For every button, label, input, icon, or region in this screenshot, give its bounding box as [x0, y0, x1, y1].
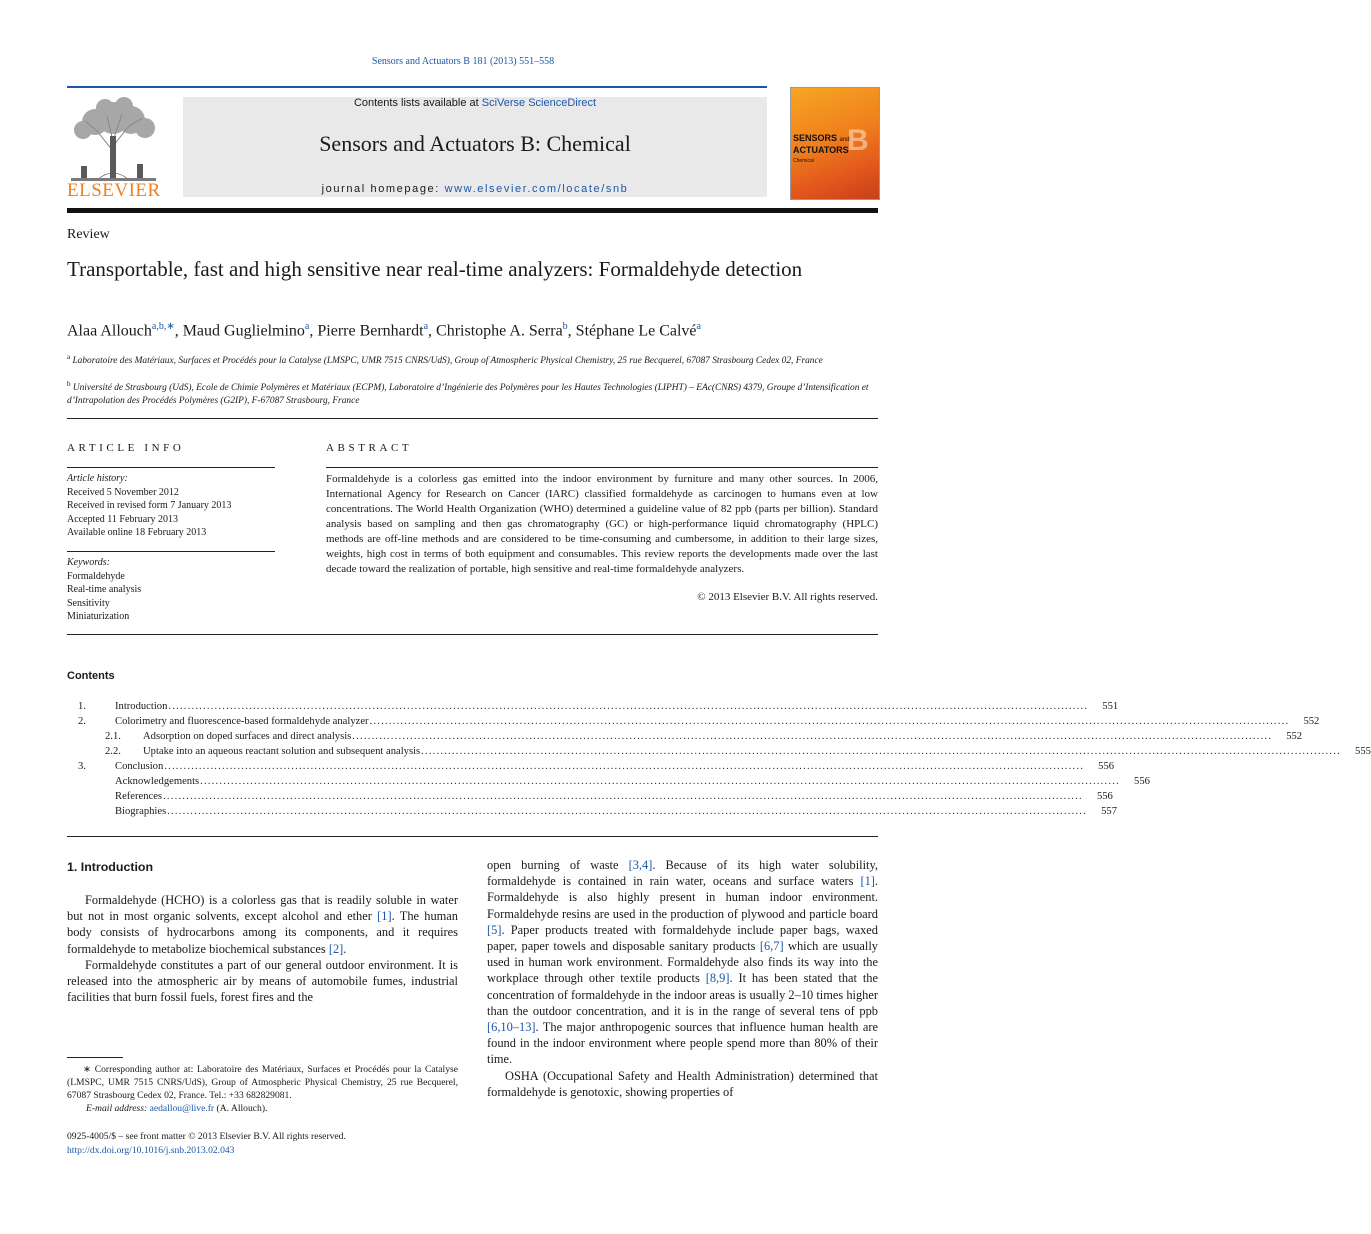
history-received: Received 5 November 2012 — [67, 486, 179, 498]
left-column — [67, 892, 458, 1005]
author-name: Christophe A. Serra — [436, 322, 563, 340]
contents-available-text: Contents lists available at — [353, 97, 482, 109]
right-column — [487, 857, 878, 1100]
elsevier-logo[interactable] — [67, 96, 160, 200]
section-heading-introduction: 1. Introduction — [67, 860, 154, 874]
email-label: E-mail address: — [86, 1103, 148, 1114]
paragraph: Formaldehyde constitutes a part of our general outdoor environment. It is released into the atmospheric air by means of automobile fumes, industrial facilities that burn fossil fuels, forest fires and the — [67, 957, 458, 1005]
toc-leader: ............................................................................................................................................................................................................................................... — [369, 716, 1290, 727]
cover-title-line1: SENSORS and — [793, 133, 850, 143]
paragraph: open burning of waste [3,4]. Because of its high water solubility, formaldehyde is contained in rain water, oceans and surface waters [1]. Formaldehyde is also highly present in human indoor environment. Formaldehyde resins are used in the production of plywood and particle board [5]. Paper products treated with formaldehyde include paper bags, waxed paper, paper towels and disposable sanitary products [6,7] which are usually used in human work environment. Formaldehyde also finds its way into the workplace through other textile products [8,9]. It has been stated that the concentration of formaldehyde in the indoor areas is usually 2–10 times higher than the outdoor concentration, and it is in the range of several tens of ppb [6,10–13]. The major anthropogenic sources that influence human health are found in the indoor environment where people spend more than 80% of their time. — [487, 858, 878, 1067]
toc-entry[interactable] — [67, 730, 1303, 744]
author-name: Stéphane Le Calvé — [575, 322, 697, 340]
toc-leader: ............................................................................................................................................................................................................................................... — [200, 776, 1120, 787]
cover-subtitle: Chemical — [793, 158, 814, 164]
history-online: Available online 18 February 2013 — [67, 527, 207, 538]
affiliation-a: $^a$ Laboratoire des Matériaux, Surfaces et Procédés pour la Catalyse (LMSPC, UMR 7515 CNRS/UdS), Group of Atmospheric Physical Chemistry, 25 rue Becquerel, 67087 Strasbourg Cedex 02, France — [67, 353, 823, 367]
citation-link[interactable]: [6,10–13] — [487, 1020, 536, 1035]
email-suffix: (A. Allouch). — [214, 1103, 268, 1114]
header-thick-rule — [67, 208, 878, 213]
toc-entry[interactable] — [67, 715, 1320, 729]
toc-title: References — [115, 791, 163, 802]
footnote-rule — [67, 1057, 123, 1058]
doi-link[interactable]: http://dx.doi.org/10.1016/j.snb.2013.02.043 — [67, 1145, 235, 1156]
cover-title — [793, 133, 850, 166]
toc-number: 2. — [78, 716, 86, 727]
toc-page: 556 — [1096, 791, 1113, 802]
article-history — [67, 472, 275, 540]
toc-title: Uptake into an aqueous reactant solution and subsequent analysis — [143, 746, 421, 757]
author-affiliation-marker[interactable]: a — [423, 321, 429, 332]
email-line — [67, 1102, 458, 1115]
cover-b-letter: B — [847, 124, 869, 157]
history-revised: Received in revised form 7 January 2013 — [67, 500, 232, 511]
author-name: Alaa Allouch — [67, 322, 152, 340]
article-type: Review — [67, 227, 110, 242]
contents-available-line — [183, 97, 767, 109]
journal-banner — [183, 97, 767, 197]
toc-page: 551 — [1102, 701, 1119, 712]
article-title: Transportable, fast and high sensitive near real-time analyzers: Formaldehyde detection — [67, 257, 803, 281]
author-email-link[interactable]: aedallou@live.fr — [149, 1103, 215, 1114]
divider — [67, 836, 878, 837]
toc-leader: ............................................................................................................................................................................................................................................... — [163, 791, 1083, 802]
toc-title: Adsorption on doped surfaces and direct analysis — [143, 731, 352, 742]
citation-link[interactable]: [1] — [377, 909, 392, 924]
toc-number: 3. — [78, 761, 86, 772]
homepage-label: journal homepage: — [321, 183, 445, 195]
abstract-text: Formaldehyde is a colorless gas emitted into the indoor environment by furniture and many other sources. In 2006, International Agency for Research on Cancer (IARC) classified formaldehyde as carcinogen to humans even at low concentrations. The World Health Organization (WHO) determined a guideline value of 82 ppb (parts per billion). Standard analysis based on sampling and then gas chromatography (GC) or high-performance liquid chromatography (HPLC) methods are off-line methods and are considered to be time-consuming and cumbersome, in addition to their large sizes, weights, high cost in terms of both equipment and consumables. This review reports the developments made over the last decade toward the realization of portable, high sensitive and real-time formaldehyde analyzers. — [326, 473, 878, 575]
author-affiliation-marker[interactable]: a — [696, 321, 701, 332]
toc-number: 1. — [78, 701, 86, 712]
toc-title: Conclusion — [115, 761, 164, 772]
keyword: Sensitivity — [67, 597, 110, 609]
divider — [67, 418, 878, 419]
divider — [67, 551, 275, 552]
toc-entry[interactable] — [67, 745, 1371, 759]
toc-title: Acknowledgements — [115, 776, 200, 787]
toc-page: 555 — [1355, 746, 1371, 757]
history-label: Article history: — [67, 473, 128, 484]
toc-title: Introduction — [115, 701, 168, 712]
toc-page: 557 — [1101, 806, 1117, 817]
publisher-wordmark: ELSEVIER — [67, 180, 161, 201]
toc-page: 552 — [1286, 731, 1303, 742]
elsevier-tree-icon — [67, 96, 160, 182]
abstract-heading: ABSTRACT — [326, 442, 413, 454]
journal-homepage-link[interactable]: www.elsevier.com/locate/snb — [444, 183, 629, 195]
sciencedirect-link[interactable]: SciVerse ScienceDirect — [481, 97, 597, 109]
divider — [326, 467, 878, 468]
corresponding-author-footnote — [67, 1063, 458, 1115]
toc-page: 556 — [1098, 761, 1115, 772]
toc-entry[interactable] — [67, 700, 1119, 714]
paragraph: Formaldehyde (HCHO) is a colorless gas that is readily soluble in water but not in most organic solvents, except alcohol and ether [1]. The human body consists of hydrocarbons among its components, and it requires formaldehyde to metabolize biochemical substances [2]. — [67, 893, 458, 956]
divider — [67, 634, 878, 635]
author-affiliation-marker[interactable]: a,b,∗ — [151, 321, 175, 332]
journal-title: Sensors and Actuators B: Chemical — [319, 131, 631, 156]
author-affiliation-marker[interactable]: a — [304, 321, 310, 332]
toc-leader: ............................................................................................................................................................................................................................................... — [168, 701, 1089, 712]
toc-entry[interactable] — [67, 805, 1117, 819]
citation-link[interactable]: [6,7] — [759, 939, 784, 954]
journal-cover-image[interactable] — [790, 87, 880, 200]
toc-entry[interactable] — [67, 760, 1115, 774]
toc-leader: ............................................................................................................................................................................................................................................... — [167, 806, 1087, 817]
divider — [67, 467, 275, 468]
journal-homepage-line — [183, 183, 767, 195]
author-name: Maud Guglielmino — [182, 322, 305, 340]
toc-title: Biographies — [115, 806, 167, 817]
keywords — [67, 556, 275, 624]
affiliation-b: $^b$ Université de Strasbourg (UdS), Ecole de Chimie Polymères et Matériaux (ECPM), Laboratoire d’Ingénierie des Polymères pour les Hautes Technologies (LIPHT) – EAc(CNRS) 4379, Groupe d’Intensification et d’Intrapolation des Procédés Polymères (G2IP), F-67087 Strasbourg, France — [67, 380, 869, 407]
citation-link[interactable]: [5] — [487, 922, 502, 937]
toc-entry[interactable] — [67, 790, 1113, 804]
toc-page: 552 — [1303, 716, 1320, 727]
corresponding-text: ∗ Corresponding author at: Laboratoire des Matériaux, Surfaces et Procédés pour la Catalyse (LMSPC, UMR 7515 CNRS/UdS), Group of Atmospheric Physical Chemistry, 25 rue Becquerel, 67087 Strasbourg Cedex 02, France. Tel.: +33 682829081. — [67, 1064, 458, 1101]
author-affiliation-marker[interactable]: b — [562, 321, 568, 332]
keywords-label: Keywords: — [67, 557, 110, 568]
keyword: Miniaturization — [67, 611, 130, 622]
toc-number: 2.2. — [105, 746, 121, 757]
toc-page: 556 — [1134, 776, 1150, 787]
contents-heading: Contents — [67, 670, 115, 682]
citation-link[interactable]: [8,9] — [705, 971, 730, 986]
abstract-copyright: © 2013 Elsevier B.V. All rights reserved. — [697, 591, 878, 603]
author-name: Pierre Bernhardt — [317, 322, 424, 340]
citation-link[interactable]: [1] — [860, 874, 875, 889]
toc-entry[interactable] — [67, 775, 1150, 789]
author-list: Alaa Allouch$^{a,b,∗}$, Maud Guglielmino$^a$, Pierre Bernhardt$^a$, Christophe A. Serra$^b$, Stéphane Le Calvé$^a$ — [67, 321, 701, 340]
article-info-heading: ARTICLE INFO — [67, 442, 185, 454]
toc-title: Colorimetry and fluorescence-based formaldehyde analyzer — [115, 716, 369, 727]
toc-leader: ............................................................................................................................................................................................................................................... — [352, 731, 1273, 742]
toc-number: 2.1. — [105, 731, 121, 742]
cover-title-line2: ACTUATORS — [793, 145, 849, 155]
paragraph: OSHA (Occupational Safety and Health Administration) determined that formaldehyde is genotoxic, showing properties of — [487, 1068, 878, 1099]
keyword: Real-time analysis — [67, 584, 142, 595]
keyword: Formaldehyde — [67, 570, 125, 582]
toc-leader: ............................................................................................................................................................................................................................................... — [421, 746, 1341, 757]
citation-link[interactable]: [2] — [328, 941, 344, 956]
history-accepted: Accepted 11 February 2013 — [67, 513, 178, 525]
toc-leader: ............................................................................................................................................................................................................................................... — [164, 761, 1085, 772]
header-rule — [67, 86, 767, 88]
issn-line: 0925-4005/$ – see front matter © 2013 Elsevier B.V. All rights reserved. — [67, 1131, 346, 1142]
citation-link[interactable]: [3,4] — [628, 858, 653, 872]
journal-citation-link[interactable]: Sensors and Actuators B 181 (2013) 551–558 — [371, 56, 555, 67]
